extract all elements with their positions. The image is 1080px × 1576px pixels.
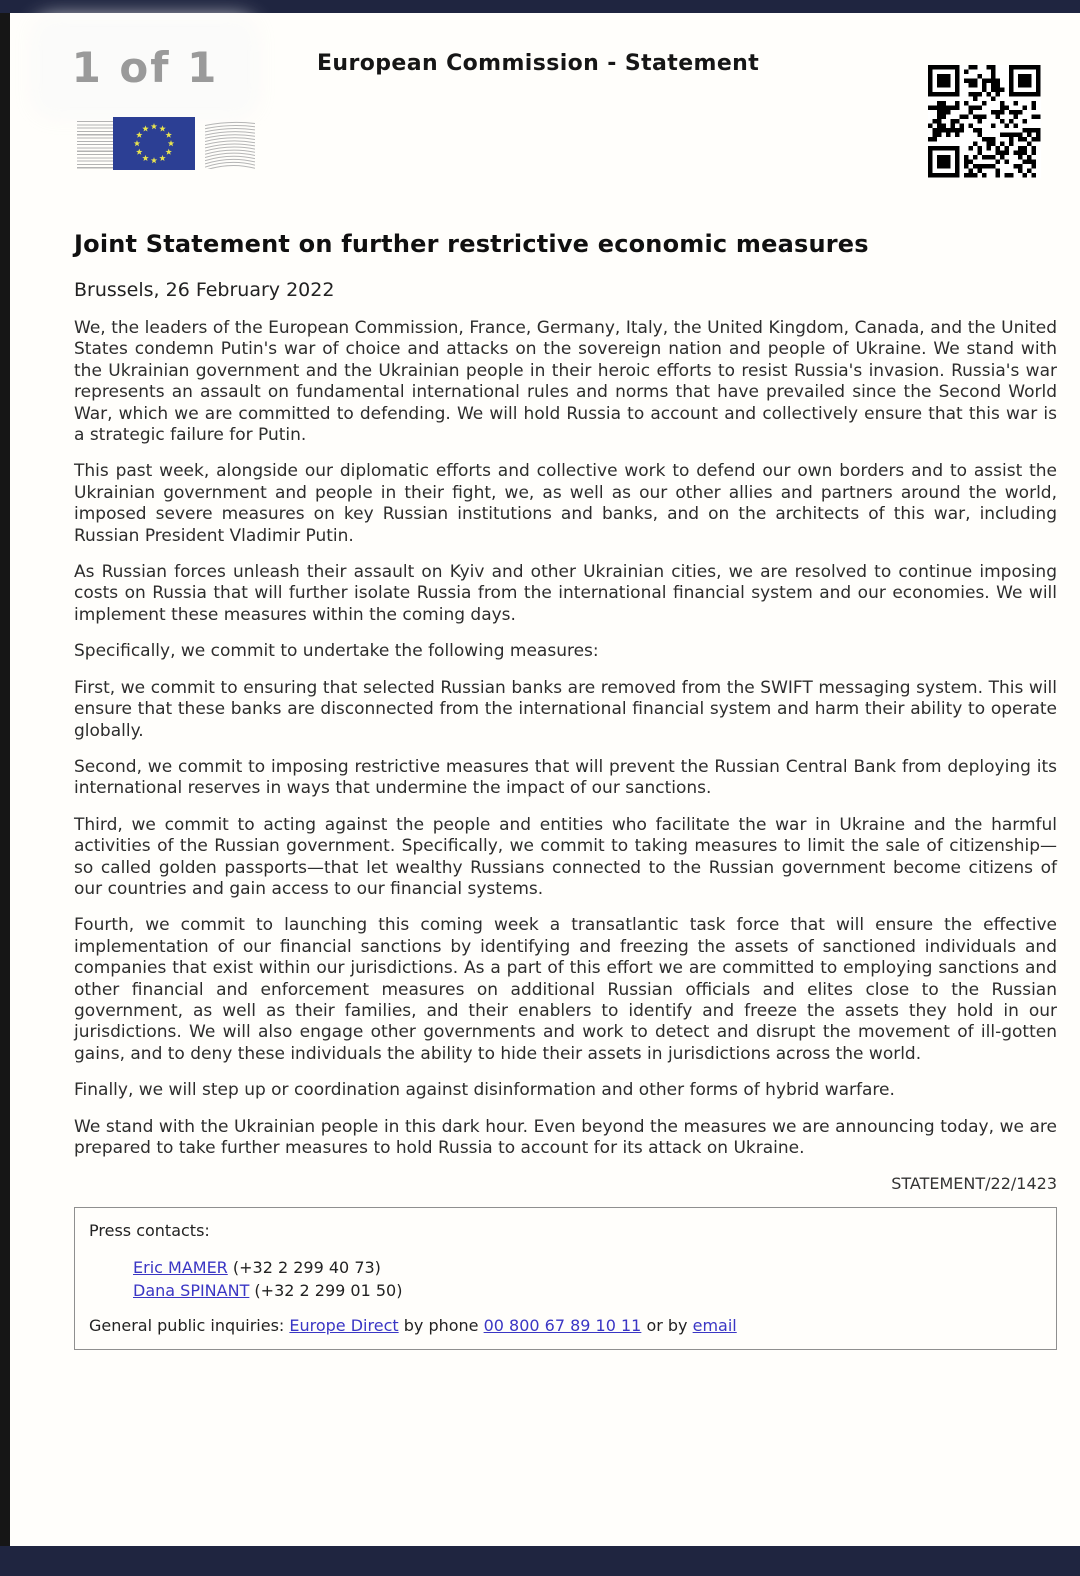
document-page [10,13,1080,1546]
inquiries-prefix: General public inquiries: [89,1316,290,1336]
paragraph: Fourth, we commit to launching this coming week a transatlantic task force that will ensure the effective implementation of our financial sanctions by identifying and freezing the assets of sanctioned individuals and companies that exist within our jurisdictions. As a part of this effort we are committed to employing sanctions and other financial and enforcement measures on additional Russian officials and elites close to the Russian government, as well as their families, and their enablers to identify and freeze the assets they hold in our jurisdictions. We will also engage other governments and work to detect and disrupt the movement of ill-gotten gains, and to deny these individuals the ability to hide their assets in jurisdictions across the world. [74,915,1057,1064]
logo-stripes-right [205,121,255,169]
contact-line [133,1281,1044,1300]
phone-number-link[interactable]: 00 800 67 89 10 11 [483,1316,642,1336]
document-title: Joint Statement on further restrictive economic measures [74,230,869,258]
paragraph: We stand with the Ukrainian people in this dark hour. Even beyond the measures we are announcing today, we are prepared to take further measures to hold Russia to account for its attack on Ukraine. [74,1116,1057,1158]
contact-line [133,1258,1044,1277]
paragraph: As Russian forces unleash their assault on Kyiv and other Ukrainian cities, we are resolved to continue imposing costs on Russia that will further isolate Russia from the international financial system and our economies. We will implement these measures within the coming days. [74,562,1057,625]
statement-reference: STATEMENT/22/1423 [891,1174,1057,1194]
paragraph: First, we commit to ensuring that selected Russian banks are removed from the SWIFT messaging system. This will ensure that these banks are disconnected from the international financial system and harm their ability to operate globally. [74,677,1057,741]
paragraph: We, the leaders of the European Commission, France, Germany, Italy, the United Kingdom, Canada, and the United States condemn Putin's war of choice and attacks on the sovereign nation and people of Ukraine. We stand with the Ukrainian government and the Ukrainian people in their heroic efforts to resist Russia's invasion. Russia's war represents an assault on fundamental international rules and norms that have prevailed since the Second World War, which we are committed to defending. We will hold Russia to account and collectively ensure that this war is a strategic failure for Putin. [74,318,1057,446]
contact-link-dana-spinant[interactable]: Dana SPINANT [133,1281,250,1301]
paragraph: Specifically, we commit to undertake the following measures: [74,641,599,662]
email-link[interactable]: email [692,1316,737,1336]
contact-phone: (+32 2 299 01 50) [249,1281,403,1301]
contact-phone: (+32 2 299 40 73) [227,1258,381,1278]
page-number-label: 1 of 1 [71,42,219,92]
document-header-title: European Commission - Statement [317,51,760,76]
press-contacts-heading: Press contacts: [89,1221,210,1241]
paragraph: Finally, we will step up or coordination against disinformation and other forms of hybrid warfare. [74,1080,895,1101]
viewer-left-edge [0,13,10,1546]
logo-stripes-left [77,121,113,169]
dateline: Brussels, 26 February 2022 [74,279,335,301]
eu-flag-icon [113,117,195,170]
contact-link-eric-mamer[interactable]: Eric MAMER [133,1258,228,1278]
document-body [74,230,1057,1350]
paragraph: Second, we commit to imposing restrictive measures that will prevent the Russian Central Bank from deploying its international reserves in ways that undermine the impact of our sanctions. [74,756,1057,799]
page-number-indicator [43,27,247,107]
press-contacts-box [74,1207,1057,1350]
inquiries-or-by: or by [641,1316,693,1336]
europe-direct-link[interactable]: Europe Direct [289,1316,399,1336]
general-inquiries-line [89,1316,1044,1335]
inquiries-by-phone: by phone [398,1316,484,1336]
paragraph: Third, we commit to acting against the people and entities who facilitate the war in Ukraine and the harmful activities of the Russian government. Specifically, we commit to taking measures to limit the sale of citizenship—so called golden passports—that let wealthy Russians connected to the Russian government become citizens of our countries and gain access to our financial systems. [74,814,1057,899]
qr-code-icon [928,65,1041,178]
paragraph: This past week, alongside our diplomatic efforts and collective work to defend our own borders and to assist the Ukrainian government and people in their fight, we, as well as our other allies and partners around the world, imposed severe measures on key Russian institutions and banks, and on the architects of this war, including Russian President Vladimir Putin. [74,461,1057,546]
european-commission-logo [77,117,255,170]
